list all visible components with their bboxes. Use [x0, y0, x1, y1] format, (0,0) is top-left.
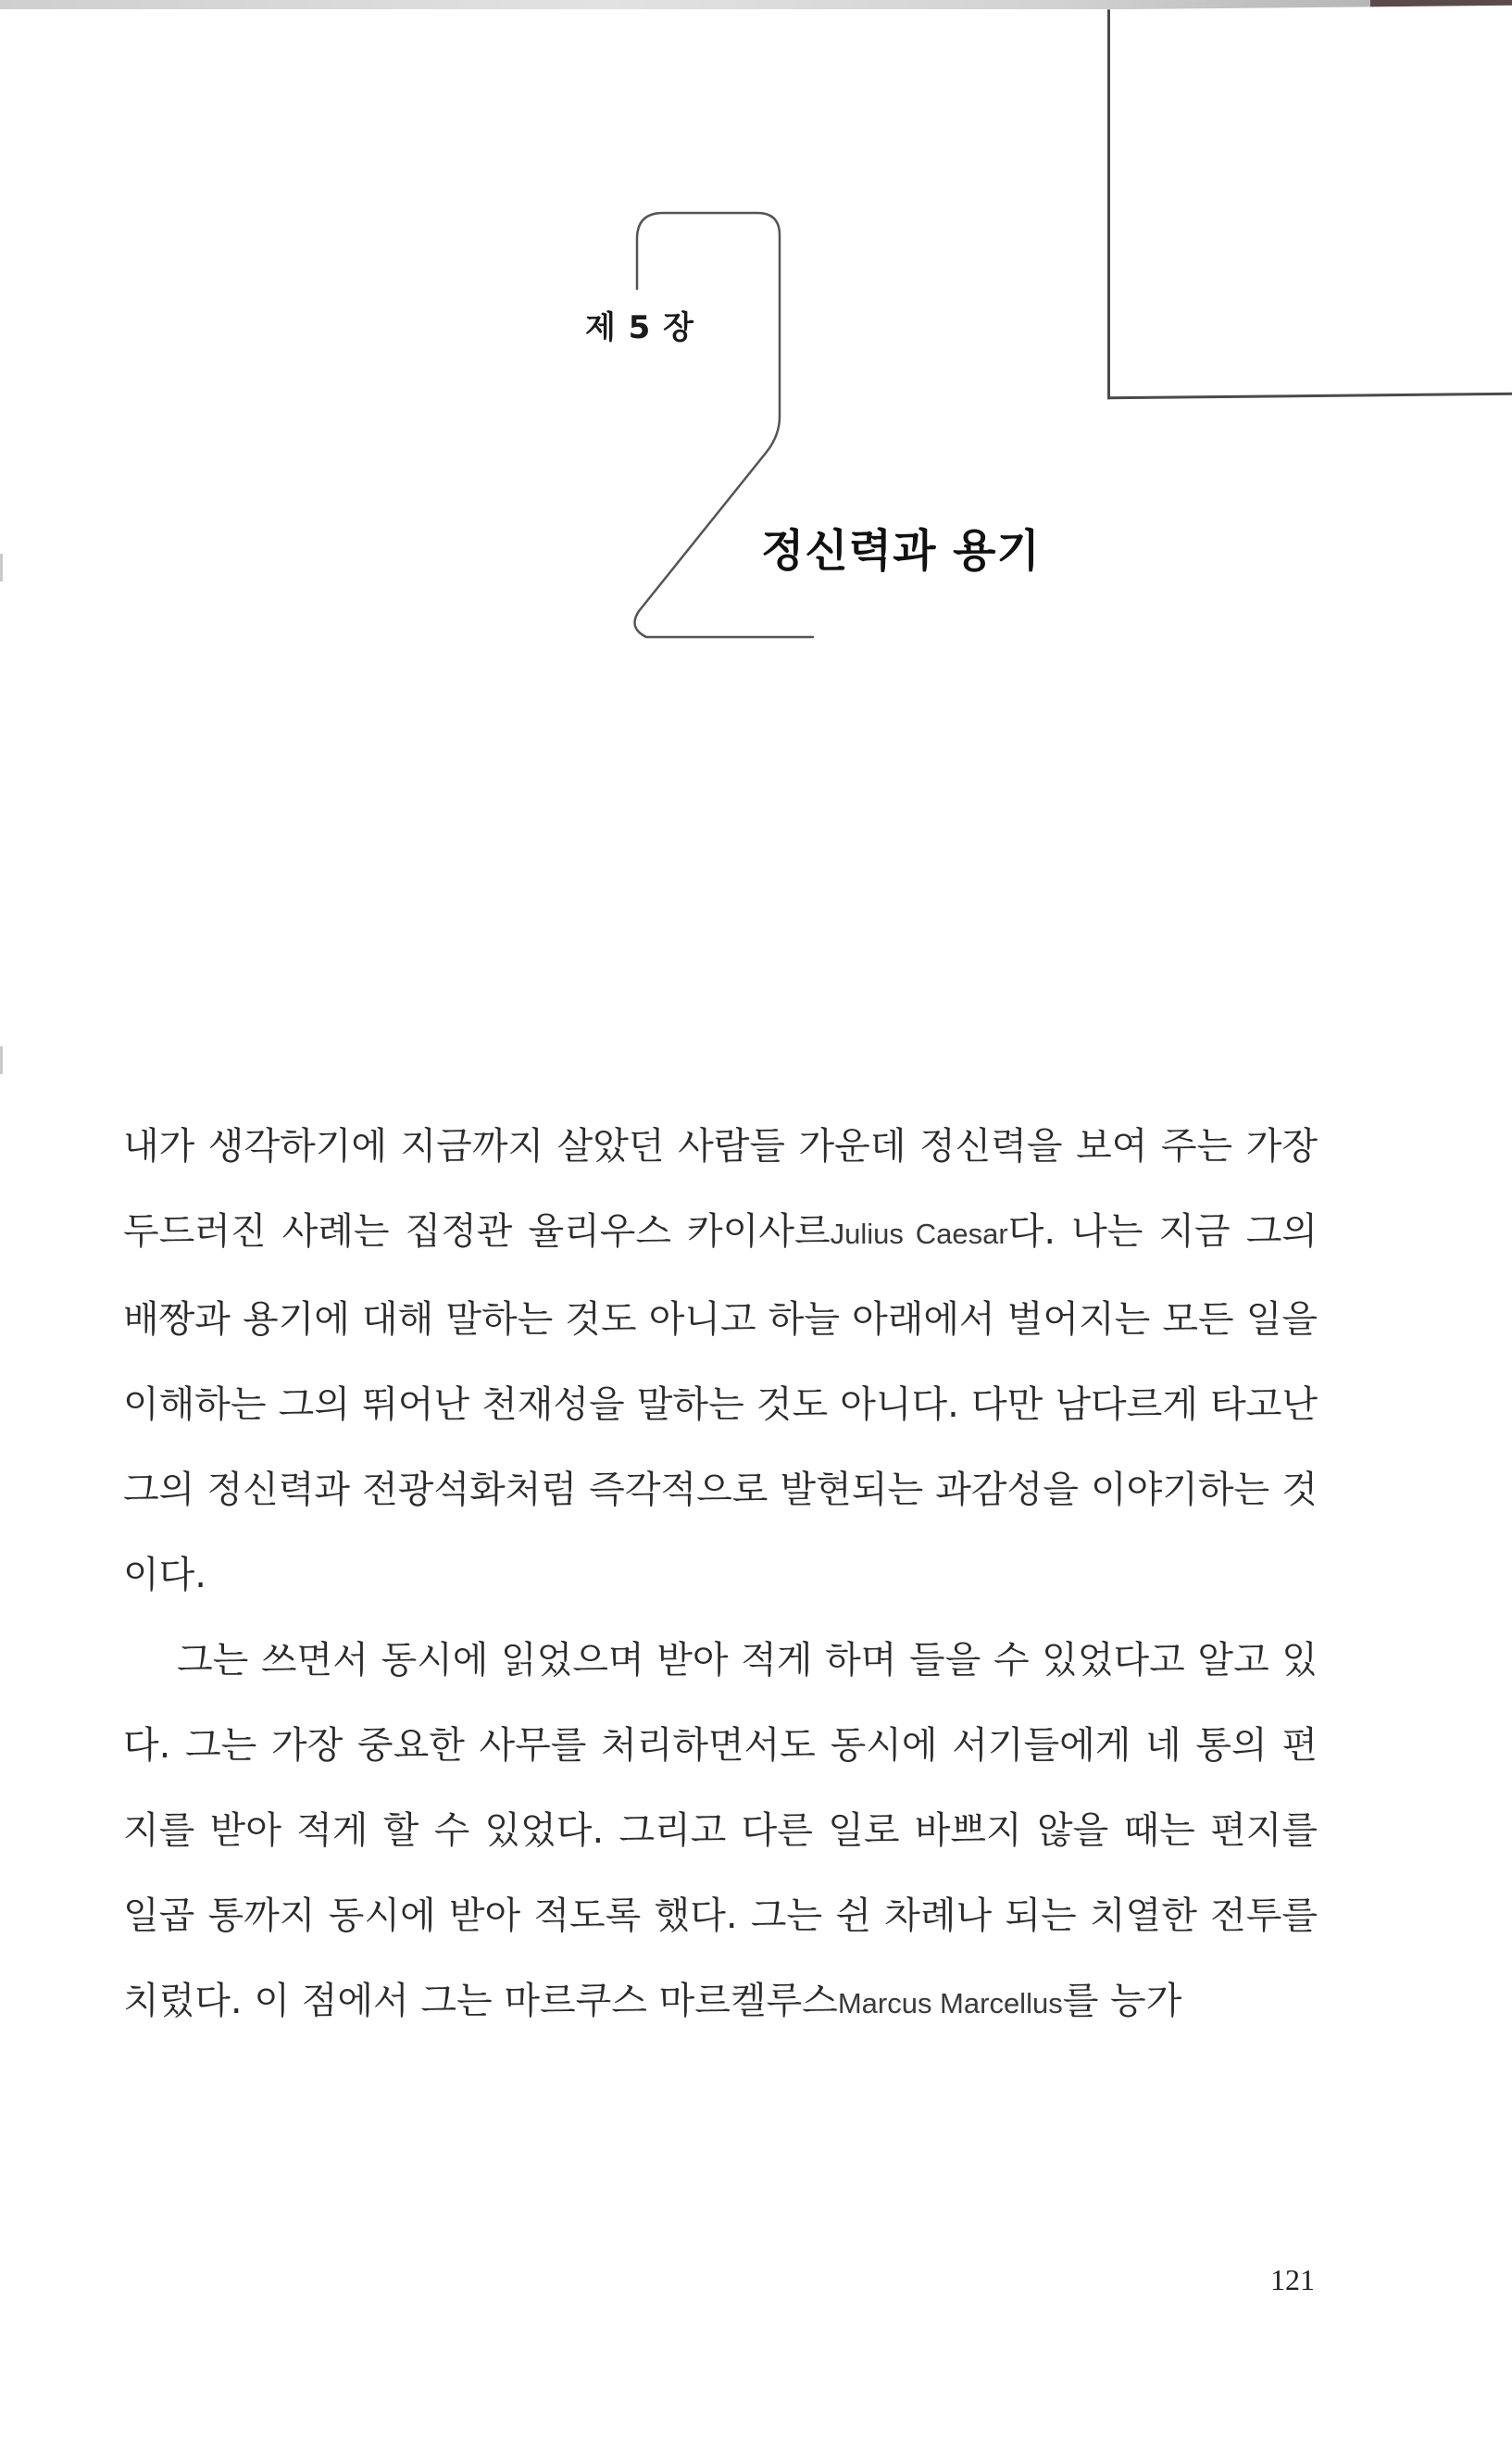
chapter-number-outline-icon	[0, 0, 1512, 667]
latin-name-julius-caesar: Julius Caesar	[830, 1218, 1008, 1250]
paragraph-2	[123, 1618, 1318, 2046]
body-text	[123, 1104, 1318, 2046]
latin-name-marcus-marcellus: Marcus Marcellus	[837, 1987, 1063, 2019]
margin-mark	[0, 1046, 3, 1074]
paragraph-1	[123, 1104, 1318, 1618]
paragraph-1-text-a: 내가 생각하기에 지금까지 살았던 사람들 가운데 정신력을 보여 주는 가장 두드러진 사례는 집정관 율리우스 카이사르	[123, 1125, 1318, 1253]
page-number: 121	[1270, 2263, 1315, 2296]
chapter-title: 정신력과 용기	[761, 525, 1041, 577]
chapter-label: 제 5 장	[585, 309, 695, 346]
paragraph-2-text-a: 그는 쓰면서 동시에 읽었으며 받아 적게 하며 들을 수 있었다고 알고 있다. 그는 가장 중요한 사무를 처리하면서도 동시에 서기들에게 네 통의 편지를 받아 적게 할 수 있었다. 그리고 다른 일로 바쁘지 않을 때는 편지를 일곱 통까지 동시에 받아 적도록 했다. 그는 쉰 차례나 되는 치열한 전투를 치렀다. 이 점에서 그는 마르쿠스 마르켈루스	[123, 1639, 1318, 2022]
paragraph-1-text-b: 다. 나는 지금 그의 배짱과 용기에 대해 말하는 것도 아니고 하늘 아래에서 벌어지는 모든 일을 이해하는 그의 뛰어난 천재성을 말하는 것도 아니다. 다만 남다르게 타고난 그의 정신력과 전광석화처럼 즉각적으로 발현되는 과감성을 이야기하는 것이다.	[123, 1210, 1318, 1596]
paragraph-2-text-b: 를 능가	[1062, 1980, 1182, 2022]
